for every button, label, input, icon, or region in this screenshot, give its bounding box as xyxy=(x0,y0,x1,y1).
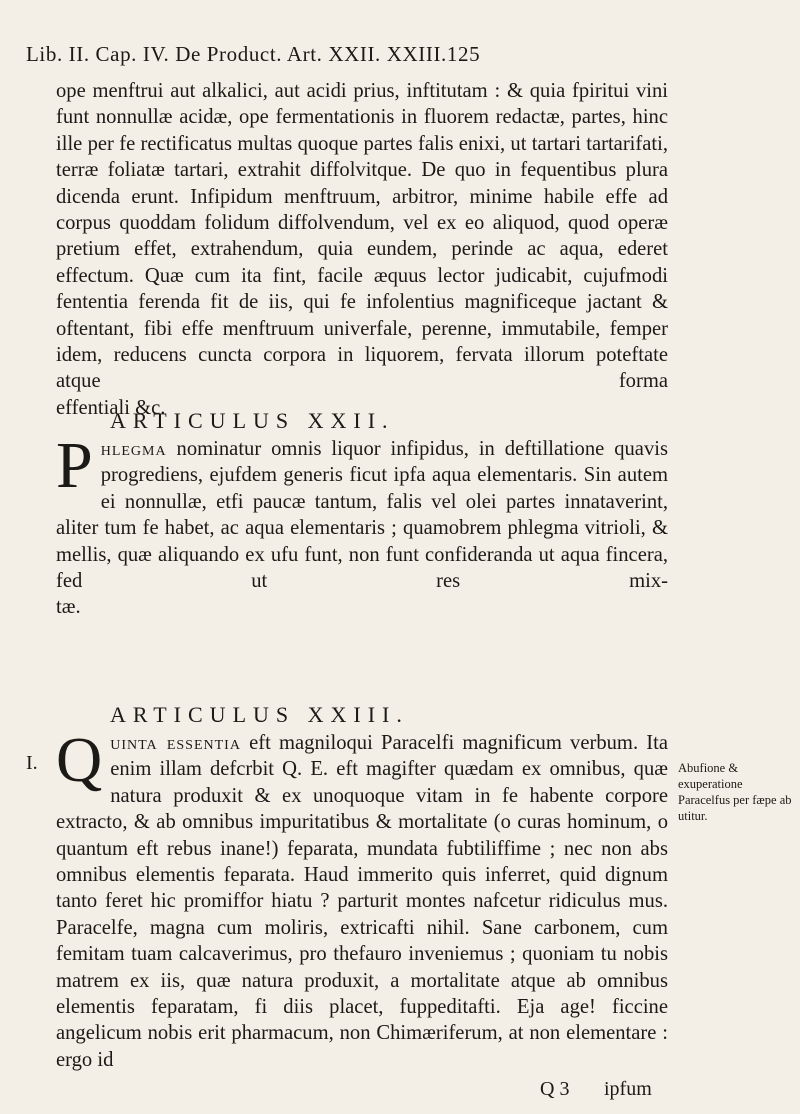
running-head xyxy=(26,42,766,67)
article-22-heading: ARTICULUS XXII. xyxy=(110,408,395,433)
catchword: ipfum xyxy=(604,1078,652,1100)
article-23-text: eft magniloqui Paracelfi magnificum verbum. Ita enim illam defcrbit Q. E. eft magifter quædam ex omnibus, quæ natura produxit & ex unoquoque vitam in fe habente corpore extracto, & ab omnibus impuritatibus & mortalitate (o curas hominum, o quantum eft rebus inane!) feparata, mundata fubtiliffime ; nec non abs omnibus elementis feparata. Haud immerito quis inferret, quid dignum tanto feret hic promiffor hiatu ? parturit montes nafcetur ridiculus mus. Paracelfe, magna cum moliris, extricafti nihil. Sane carbonem, cum femitam tuam calcaverimus, pro thefauro inveniemus ; quoniam tu nobis matrem ex iis, quæ natura produxit, a mortalitate atque ab omnibus elementis feparatam, fi diis placet, fuppeditafti. Eja age! ficcine angelicum nobis erit pharmacum, non Chimæriferum, at non elementare : ergo id xyxy=(56,732,669,1071)
signature-mark: Q 3 xyxy=(540,1078,570,1100)
continuation-tail: effentiali &c. xyxy=(56,396,166,419)
running-head-title: Lib. II. Cap. IV. De Product. Art. XXII. XXIII. xyxy=(26,42,447,66)
article-22-body xyxy=(56,429,668,621)
page-number: 125 xyxy=(446,42,481,66)
article-22-text: nominatur omnis liquor infipidus, in deftillatione quavis progrediens, ejufdem generis ficut ipfa aqua elementaris. Sin autem ei nonnullæ, etfi paucæ tantum, falis vel olei partes innataverint, aliter tum fe habet, ac aqua elementaris ; quamobrem phlegma vitrioli, & mellis, quæ aliquando ex ufu funt, non funt confideranda ut aqua fincera, fed ut res mix- xyxy=(56,438,668,593)
article-22-lead: hlegma xyxy=(100,438,167,460)
dropcap-q: Q xyxy=(56,724,103,795)
dropcap-p: P xyxy=(56,429,93,502)
article-23-body xyxy=(56,724,669,1073)
continuation-paragraph xyxy=(56,78,668,421)
article-22-tail: tæ. xyxy=(56,596,81,619)
margin-note: Abufione & exuperatione Paracelfus per fæpe ab utitur. xyxy=(678,761,792,823)
article-23-heading: ARTICULUS XXIII. xyxy=(110,702,409,727)
section-number: I. xyxy=(26,752,38,774)
continuation-text: ope menftrui aut alkalici, aut acidi prius, inftitutam : & quia fpiritui vini funt nonnullæ acidæ, ope fermentationis in fluorem redactæ, partes, hinc ille per fe rectificatus multas quoque partes falis enixi, ut tartari tartarifati, terræ foliatæ tartari, extrahit diffolvitque. De quo in fequentibus plura dicenda erunt. Infipidum menftruum, arbitror, minime habile effe ad corpus quoddam folidum diffolvendum, vel ex eo aliquod, quod operæ pretium effet, extrahendum, quia eundem, perinde ac aqua, ederet effectum. Quæ cum ita fint, facile æquus lector judicabit, cujufmodi fententia ferenda fit de iis, qui fe infolentius magnificeque jactant & oftentant, fibi effe menftruum univerfale, perenne, immutabile, femper idem, reducens cuncta corpora in liquorem, fervata illorum poteftate atque forma xyxy=(56,80,668,393)
article-23-lead: uinta essentia xyxy=(110,732,241,754)
